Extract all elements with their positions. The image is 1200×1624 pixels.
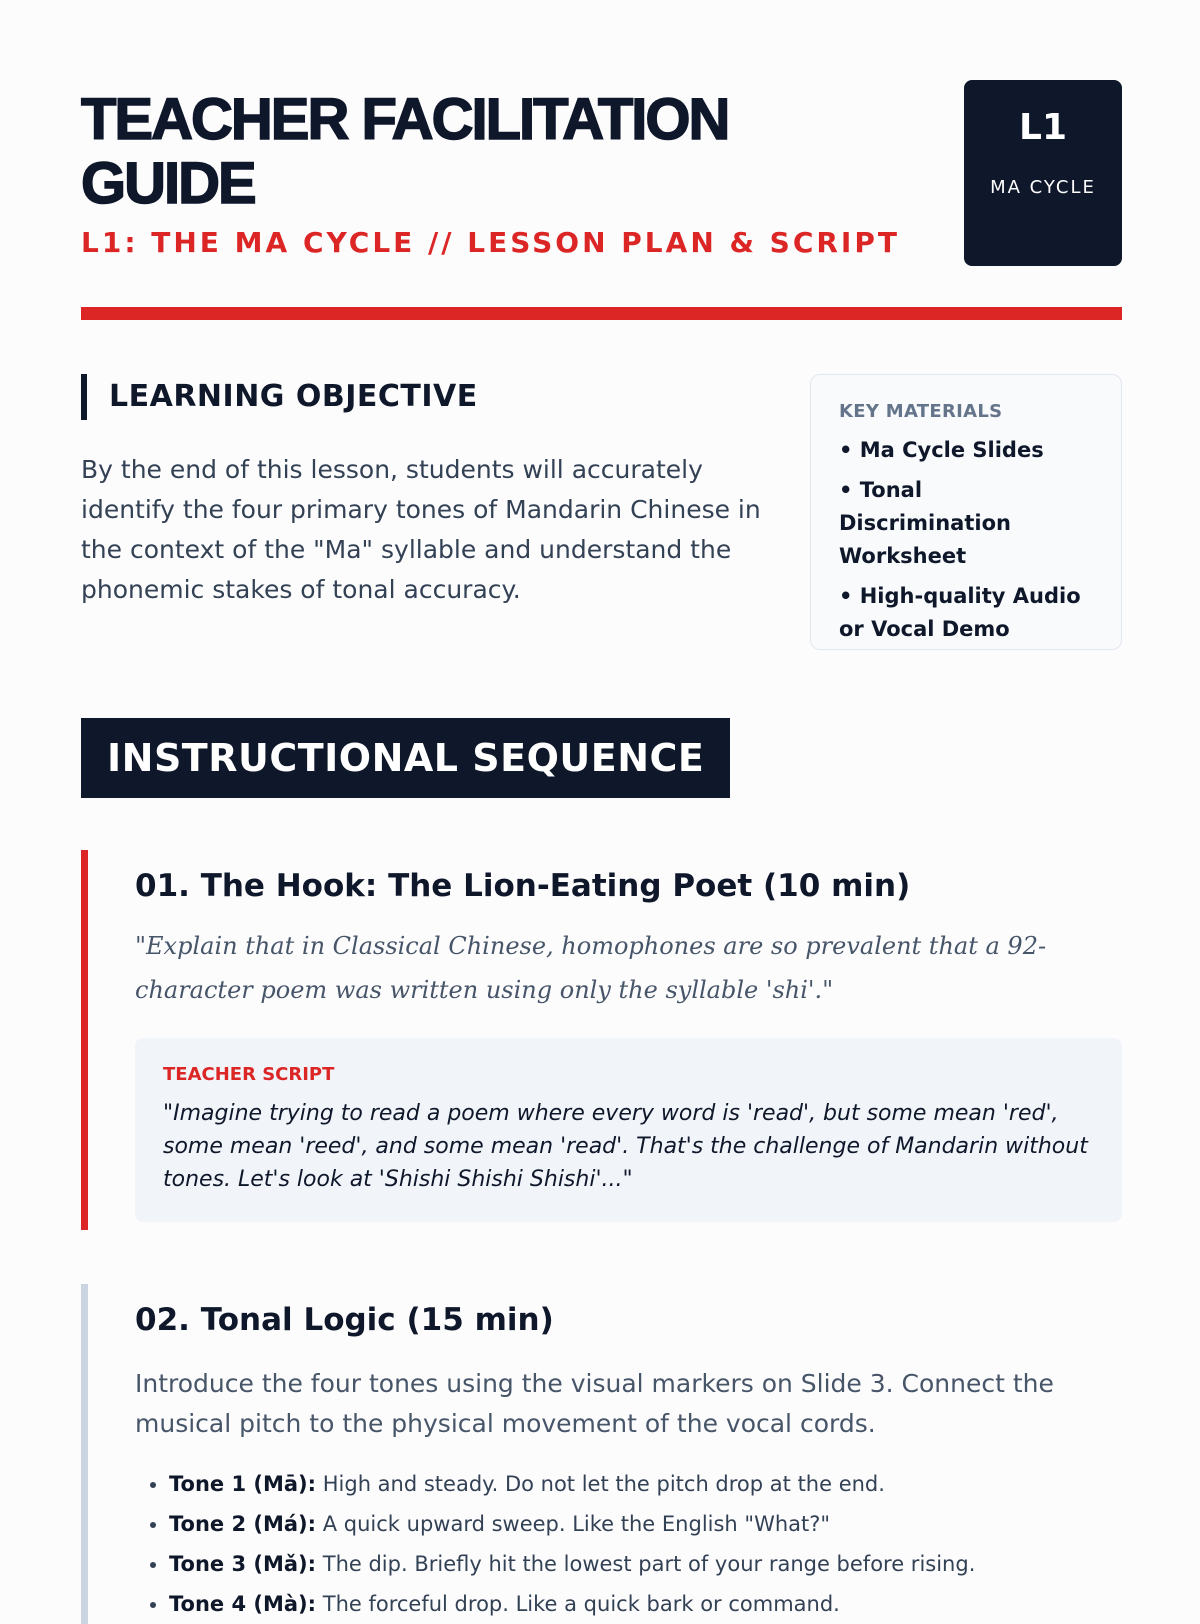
page-title: TEACHER FACILITATION GUIDE [81,87,729,216]
lesson-badge-label: MA CYCLE [990,177,1096,198]
instructional-sequence-heading: INSTRUCTIONAL SEQUENCE [81,718,730,798]
materials-item: • Tonal Discrimination Worksheet [839,478,1011,568]
step-hook [81,850,1122,1230]
tone-description: The forceful drop. Like a quick bark or command. [316,1592,840,1616]
teacher-script-box [135,1038,1122,1222]
tone-item [169,1464,1122,1504]
tone-item [169,1544,1122,1584]
tone-label: Tone 1 (Mā): [169,1472,317,1496]
step-tonal-logic [81,1284,1122,1624]
lesson-badge [964,80,1122,266]
materials-item: • High-quality Audio or Vocal Demo [839,584,1081,641]
step-title: 02. Tonal Logic (15 min) [135,1302,554,1338]
tone-label: Tone 2 (Má): [169,1512,317,1536]
step-quote: "Explain that in Classical Chinese, homophones are so prevalent that a 92-character poem was written using only the syllable 'shi'." [135,932,1047,1004]
step-text: Introduce the four tones using the visual markers on Slide 3. Connect the musical pitch to the physical movement of the vocal cords. [135,1369,1054,1438]
tone-label: Tone 3 (Mǎ): [169,1552,317,1576]
key-materials-list [839,434,1095,646]
teacher-script-text: "Imagine trying to read a poem where every word is 'read', but some mean 'red', some mean 'reed', and some mean 'read'. That's the challenge of Mandarin without tones. Let's look at 'Shishi Shishi Shishi'..." [163,1101,1088,1192]
header-divider [81,307,1122,320]
key-materials-label: KEY MATERIALS [839,401,1003,422]
tone-description: High and steady. Do not let the pitch drop at the end. [316,1472,885,1496]
tone-description: The dip. Briefly hit the lowest part of your range before rising. [316,1552,976,1576]
learning-objective-heading: LEARNING OBJECTIVE [81,374,761,420]
learning-objective-text: By the end of this lesson, students will accurately identify the four primary tones of Mandarin Chinese in the context of the "Ma" syllable and understand the phonemic stakes of tonal accuracy. [81,455,761,604]
tone-item [169,1504,1122,1544]
tone-label: Tone 4 (Mà): [169,1592,317,1616]
page-header [81,80,1122,270]
teacher-script-label: TEACHER SCRIPT [163,1064,335,1085]
guide-page [81,0,1122,1616]
materials-item: • Ma Cycle Slides [839,438,1044,462]
key-materials-card [810,374,1122,650]
step-title: 01. The Hook: The Lion-Eating Poet (10 min) [135,868,911,904]
lesson-badge-code: L1 [1019,107,1067,148]
tone-list [135,1464,1122,1624]
tone-description: A quick upward sweep. Like the English "What?" [316,1512,831,1536]
page-subtitle: L1: THE MA CYCLE // LESSON PLAN & SCRIPT [81,226,900,259]
tone-item [169,1584,1122,1624]
learning-objective-section [81,374,761,610]
